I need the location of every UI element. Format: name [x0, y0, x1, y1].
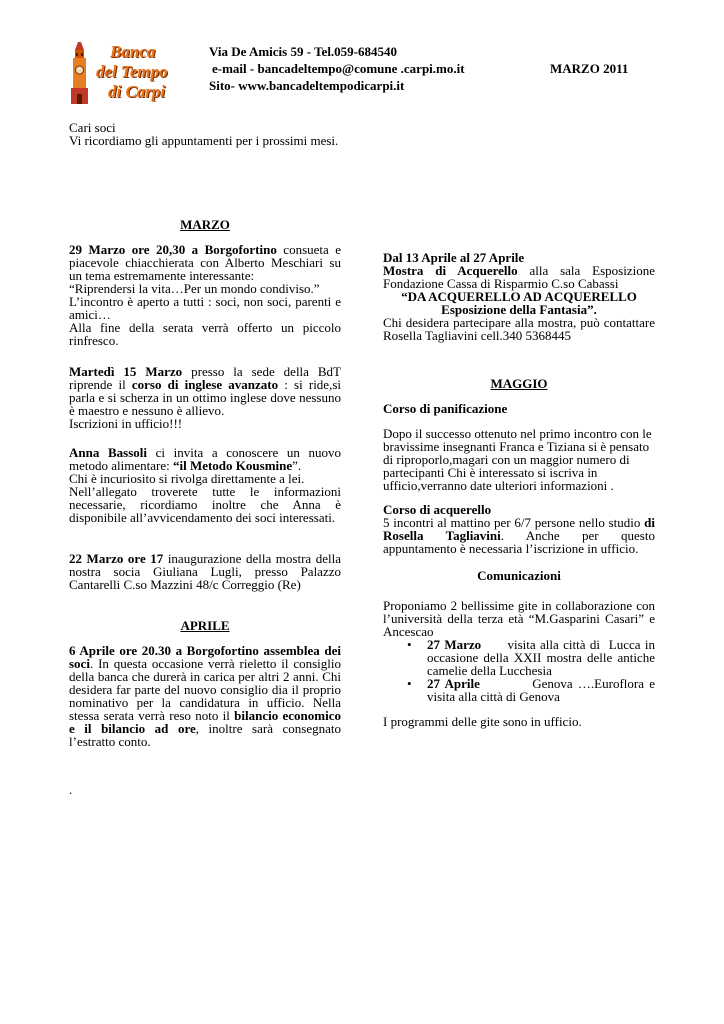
- comunicazioni-text: Proponiamo 2 bellissime gite in collaborazione con l’università della terza età “M.Gasparini Casari” e Ancescao • 27 Marzo visita alla città di Lucca in occasione della XXII mostra delle antiche camelie della Lucchesia • 27 Aprile Genova ….Euroflora e visita alla città di Genova I programmi delle gite sono in ufficio.: [383, 599, 655, 728]
- logo-line-1: Banca: [110, 42, 156, 61]
- event-29-marzo: 29 Marzo ore 20,30 a Borgofortino consueta e piacevole chiacchierata con Alberto Meschiari su un tema estremamente interessante: “Riprendersi la vita…Per un mondo condiviso.” L’incontro è aperto a tutti : soci, non soci, parenti e amici… Alla fine della serata verrà offerto un piccolo rinfresco.: [69, 242, 341, 348]
- logo-line-3: di Carpi: [108, 82, 166, 101]
- event-22-marzo: 22 Marzo ore 17 inaugurazione della mostra della nostra socia Giuliana Lugli, presso Palazzo Cantarelli C.so Mazzini 48/c Correggio (Re): [69, 551, 341, 592]
- header-email: e-mail - bancadeltempo@comune .carpi.mo.it: [212, 61, 465, 76]
- event-lead: 29 Marzo ore 20,30 a Borgofortino: [69, 242, 277, 257]
- heading-maggio: MAGGIO: [490, 376, 548, 391]
- header-site: Sito- www.bancadeltempodicarpi.it: [209, 78, 405, 93]
- header-date: MARZO 2011: [550, 61, 629, 76]
- event-open: L’incontro è aperto a tutti : soci, non soci, parenti e amici…: [69, 294, 341, 322]
- event-kousmine: Anna Bassoli ci invita a conoscere un nuovo metodo alimentare: “il Metodo Kousmine”. Chi è incuriosito si rivolga direttamente a lei. Nell’allegato troverete tutte le informazioni necessarie, ricordiamo inoltre che Anna è disponibile all’avvicendamento dei soci interessati.: [69, 445, 341, 525]
- heading-marzo: MARZO: [180, 217, 230, 232]
- event-mostra: Dal 13 Aprile al 27 Aprile Mostra di Acquerello alla sala Esposizione Fondazione Cassa di Risparmio C.so Cabassi “DA ACQUERELLO AD ACQUERELLO Esposizione della Fantasia”. Chi desidera partecipare alla mostra, può contattare Rosella Tagliavini cell.340 5368445: [383, 250, 655, 343]
- bank-logo: [62, 40, 186, 106]
- greeting: Cari soci: [69, 120, 116, 135]
- logo-line-2: del Tempo: [96, 62, 168, 81]
- list-item: • 27 Aprile Genova ….Euroflora e visita alla città di Genova: [383, 677, 655, 703]
- heading-comunicazioni: Comunicazioni: [477, 568, 561, 583]
- corso-panificazione: Corso di panificazione Dopo il successo ottenuto nel primo incontro con le bravissime insegnanti Franca e Tiziana si è pensato di riproporlo,magari con un maggior numero di partecipanti Chi è interessato si iscriva in ufficio,verranno date ulteriori informazioni .: [383, 401, 652, 493]
- heading-aprile: APRILE: [180, 618, 230, 633]
- event-quote: “Riprendersi la vita…Per un mondo condiviso.”: [69, 281, 320, 296]
- event-15-marzo: Martedì 15 Marzo presso la sede della BdT riprende il corso di inglese avanzato : si ride,si parla e si scherza in un ottimo inglese dove nessuno è maestro e nessuno è allievo. Iscrizioni in ufficio!!!: [69, 364, 341, 431]
- event-end: Alla fine della serata verrà offerto un piccolo rinfresco.: [69, 320, 341, 348]
- list-item: • 27 Marzo visita alla città di Lucca in occasione della XXII mostra delle antiche camelie della Lucchesia: [383, 638, 655, 677]
- header-address: Via De Amicis 59 - Tel.059-684540: [209, 44, 398, 59]
- corso-acquerello: Corso di acquerello 5 incontri al mattino per 6/7 persone nello studio di Rosella Tagliavini. Anche per questo appuntamento è necessaria l’iscrizione in ufficio.: [383, 502, 655, 556]
- event-assemblea: 6 Aprile ore 20.30 a Borgofortino assemblea dei soci. In questa occasione verrà rieletto il consiglio della banca che durerà in carica per altri 2 anni. Chi desidera far parte del nuovo consiglio dia il proprio nominativo per la candidatura in ufficio. Nella stessa serata verrà reso noto il bilancio economico e il bilancio ad ore, inoltre sarà consegnato l’estratto conto.: [69, 643, 341, 749]
- intro: [69, 121, 341, 147]
- stray-dot: .: [69, 782, 73, 797]
- intro-line: Vi ricordiamo gli appuntamenti per i prossimi mesi.: [69, 133, 339, 148]
